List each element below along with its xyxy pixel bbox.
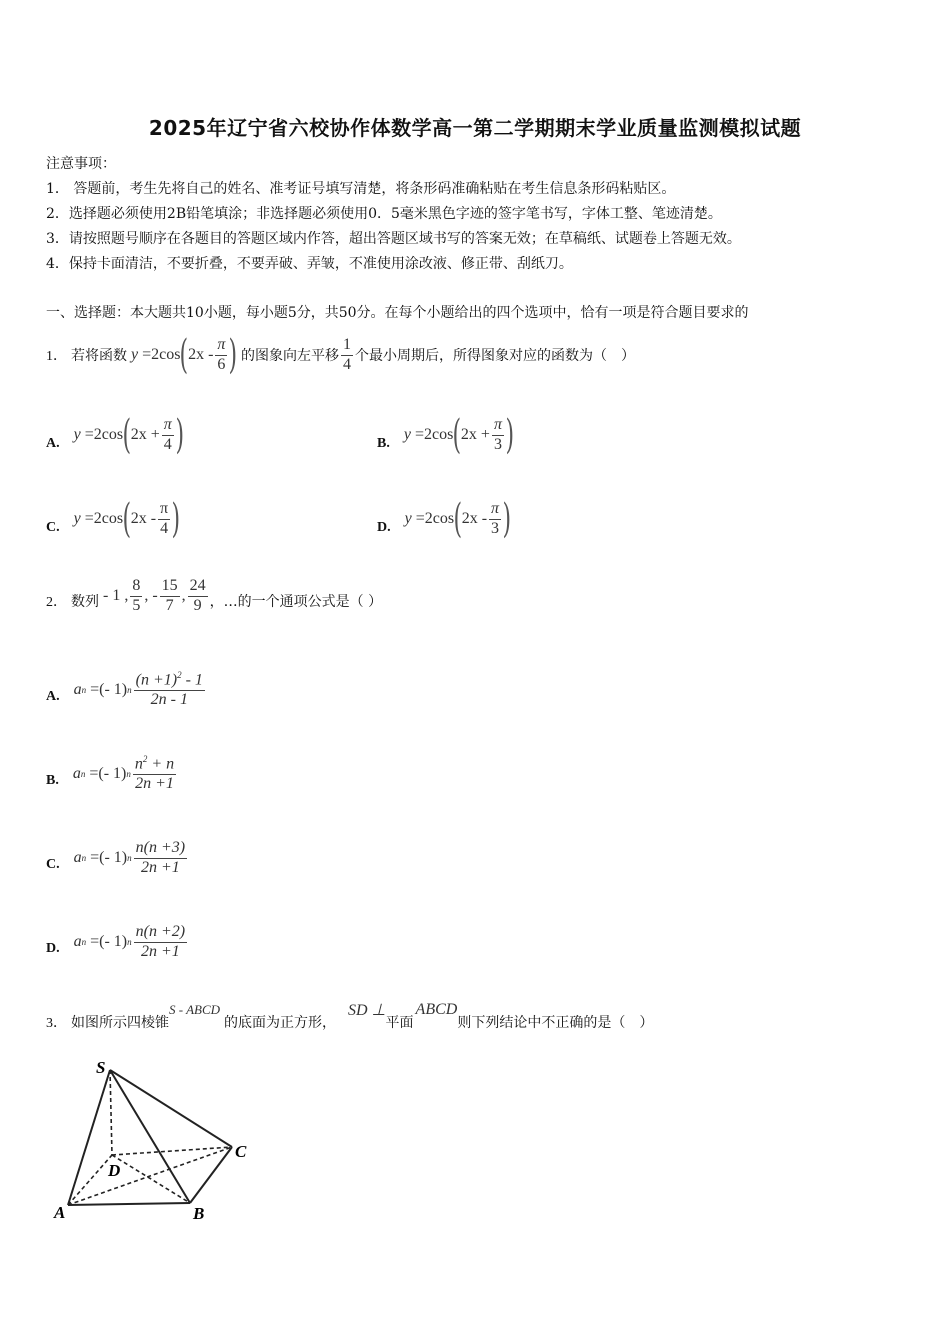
sd-perp: SD ⊥ <box>348 1002 386 1019</box>
pyramid-figure <box>50 1055 260 1225</box>
label-s: S <box>96 1058 106 1077</box>
note-item-1: 1． 答题前，考生先将自己的姓名、准考证号填写清楚，将条形码准确粘贴在考生信息条形码粘贴区。 <box>46 181 676 197</box>
question-text: 如图所示四棱锥 <box>71 1015 169 1031</box>
question-text-mid: 的图象向左平移 <box>241 348 340 364</box>
note-item-4: 4．保持卡面清洁，不要折叠，不要弄破、弄皱，不准使用涂改液、修正带、刮纸刀。 <box>46 256 573 272</box>
q2-option-b[interactable]: B. a n =(- 1) n $\frac{n^2 + n}{2n +1}$ <box>46 754 175 793</box>
diagonal-bd <box>112 1155 190 1203</box>
label-c: C <box>235 1142 247 1161</box>
function-formula: y =2cos ( 2x - $\frac{\pi}{6}$ ) <box>131 332 238 378</box>
question-3 <box>46 996 653 1036</box>
page-title: 2025年辽宁省六校协作体数学高一第二学期期末学业质量监测模拟试题 <box>148 116 802 140</box>
question-text-suffix: 个最小周期后，所得图象对应的函数为（ ） <box>355 348 636 364</box>
question-2 <box>46 576 382 626</box>
question-text: 数列 <box>71 594 99 610</box>
question-1 <box>46 330 635 380</box>
edge-bc <box>190 1147 232 1203</box>
pyramid-name: S - ABCD <box>169 1002 221 1017</box>
notes-heading: 注意事项： <box>46 156 116 172</box>
question-number: 1． <box>46 349 67 364</box>
plane-text: 平面 <box>385 1015 414 1031</box>
q2-option-a[interactable]: A. a n =(- 1) n $\frac{(n +1)^2 - 1}{2n - 1}$ <box>46 670 203 709</box>
question-text: 若将函数 <box>71 348 127 364</box>
question-number: 2． <box>46 595 67 610</box>
q2-option-d[interactable]: D. a n =(- 1) n $\frac{n(n +2)}{2n +1}$ <box>46 923 186 960</box>
q2-option-c[interactable]: C. a n =(- 1) n $\frac{n(n +3)}{2n +1}$ <box>46 839 186 876</box>
question-text-mid: 的底面为正方形， <box>224 1015 337 1031</box>
section-heading: 一、选择题：本大题共10小题，每小题5分，共50分。在每个小题给出的四个选项中，恰有一项是符合题目要求的 <box>46 305 749 321</box>
edge-sa <box>68 1070 110 1205</box>
option-b[interactable]: B. y =2cos ( 2x + $\frac{\pi}{3}$ ) <box>377 412 515 458</box>
label-d: D <box>108 1161 121 1180</box>
edge-sc <box>110 1070 232 1147</box>
sequence-formula: - 1 , $\frac{8}{5}$ , - $\frac{15}{7}$ , $\frac{24}{9}$ <box>103 577 206 614</box>
base-name: ABCD <box>415 1001 458 1018</box>
edge-ab <box>68 1203 190 1205</box>
edge-sb <box>110 1070 190 1203</box>
option-a[interactable]: A. y =2cos ( 2x + $\frac{\pi}{4}$ ) <box>46 412 184 458</box>
question-text-suffix: ，…的一个通项公式是（ ） <box>209 594 383 610</box>
note-item-2: 2．选择题必须使用2B铅笔填涂；非选择题必须使用0．5毫米黑色字迹的签字笔书写，字体工整、笔迹清楚。 <box>46 206 722 222</box>
option-c[interactable]: C. y =2cos ( 2x - $\frac{\pi}{4}$ ) <box>46 496 181 542</box>
option-d[interactable]: D. y =2cos ( 2x - $\frac{\pi}{3}$ ) <box>377 496 512 542</box>
note-item-3: 3．请按照题号顺序在各题目的答题区域内作答，超出答题区域书写的答案无效；在草稿纸、试题卷上答题无效。 <box>46 231 741 247</box>
edge-sd <box>110 1070 112 1155</box>
question-number: 3． <box>46 1016 67 1031</box>
shift-fraction: $\frac{1}{4}$ <box>343 336 352 373</box>
label-b: B <box>193 1204 205 1223</box>
label-a: A <box>54 1203 66 1222</box>
question-text-suffix: 则下列结论中不正确的是（ ） <box>457 1015 654 1031</box>
